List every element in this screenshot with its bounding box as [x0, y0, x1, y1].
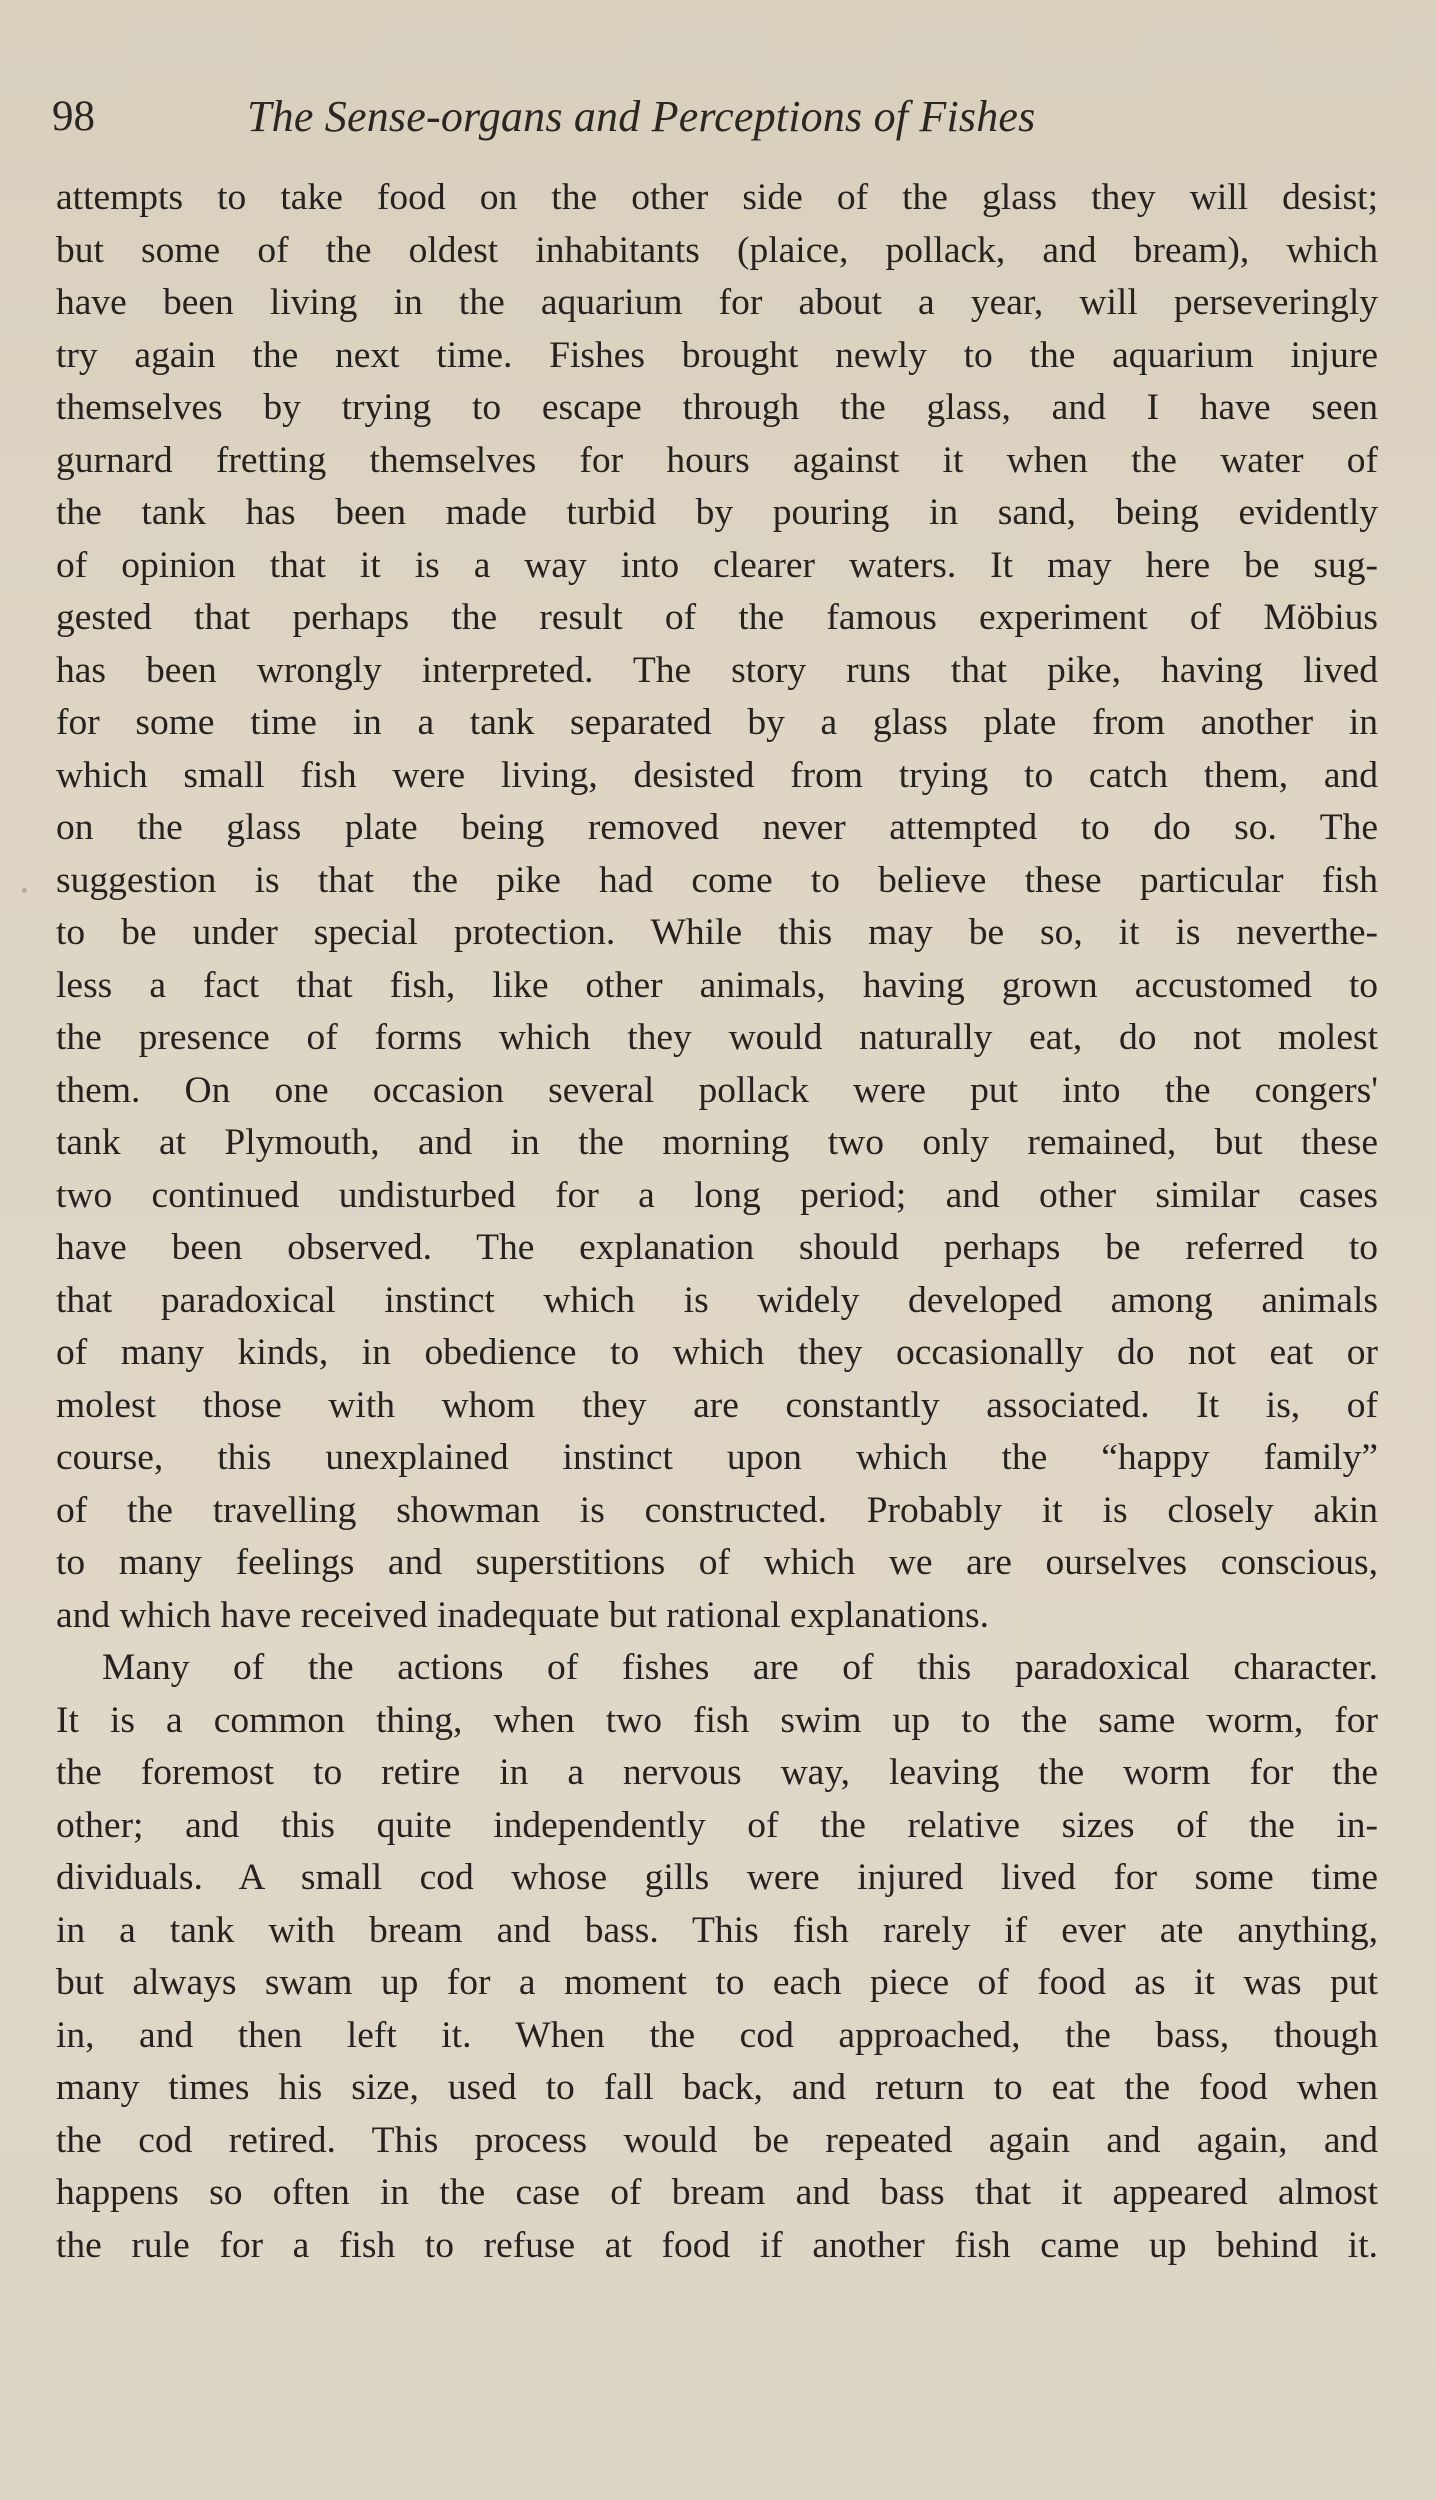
text-line: to be under special protection. While this may be so, it is neverthe-: [56, 912, 1378, 953]
text-line: in a tank with bream and bass. This fish rarely if ever ate anything,: [56, 1909, 1378, 1951]
text-line: the foremost to retire in a nervous way, leaving the worm for the: [56, 1752, 1378, 1793]
paragraph: [56, 1642, 1378, 2272]
paper-spot: [22, 888, 27, 893]
text-line: molest those with whom they are constantly associated. It is, of: [56, 1384, 1378, 1426]
page-number: 98: [52, 93, 95, 140]
text-line: that paradoxical instinct which is widely developed among animals: [56, 1279, 1378, 1321]
text-line: two continued undisturbed for a long period; and other similar cases: [56, 1174, 1378, 1216]
text-line: for some time in a tank separated by a glass plate from another in: [56, 702, 1378, 743]
text-line: but some of the oldest inhabitants (plaice, pollack, and bream), which: [56, 229, 1378, 271]
text-line: and which have received inadequate but rational explanations.: [56, 1594, 989, 1636]
text-line: many times his size, used to fall back, and return to eat the food when: [56, 2067, 1378, 2108]
text-line: of many kinds, in obedience to which they occasionally do not eat or: [56, 1332, 1378, 1373]
text-line: gested that perhaps the result of the famous experiment of Möbius: [56, 597, 1378, 638]
text-line: happens so often in the case of bream and bass that it appeared almost: [56, 2172, 1378, 2213]
text-line: on the glass plate being removed never attempted to do so. The: [56, 807, 1378, 848]
text-line: dividuals. A small cod whose gills were injured lived for some time: [56, 1857, 1378, 1898]
text-line: the cod retired. This process would be repeated again and again, and: [56, 2119, 1378, 2161]
running-title: The Sense-organs and Perceptions of Fishes: [247, 92, 1036, 141]
text-line: the rule for a fish to refuse at food if another fish came up behind it.: [56, 2224, 1378, 2266]
text-line: course, this unexplained instinct upon which the “happy family”: [56, 1437, 1378, 1478]
text-line: gurnard fretting themselves for hours against it when the water of: [56, 439, 1378, 481]
text-line: themselves by trying to escape through the glass, and I have seen: [56, 387, 1378, 428]
text-line: try again the next time. Fishes brought newly to the aquarium injure: [56, 334, 1378, 376]
paragraph: [56, 172, 1378, 1642]
text-line: the tank has been made turbid by pouring in sand, being evidently: [56, 492, 1378, 533]
page-header: [52, 82, 1192, 152]
text-line: the presence of forms which they would naturally eat, do not molest: [56, 1017, 1378, 1058]
text-line: suggestion is that the pike had come to believe these particular fish: [56, 859, 1378, 901]
text-line: them. On one occasion several pollack were put into the congers': [56, 1069, 1378, 1111]
text-line: other; and this quite independently of the relative sizes of the in-: [56, 1804, 1378, 1846]
text-line: It is a common thing, when two fish swim up to the same worm, for: [56, 1699, 1378, 1741]
text-line: of opinion that it is a way into clearer waters. It may here be sug-: [56, 544, 1378, 586]
text-line: attempts to take food on the other side of the glass they will desist;: [56, 177, 1378, 218]
text-line: Many of the actions of fishes are of this paradoxical character.: [102, 1647, 1378, 1688]
text-line: less a fact that fish, like other animals, having grown accustomed to: [56, 964, 1378, 1006]
text-line: in, and then left it. When the cod approached, the bass, though: [56, 2014, 1378, 2056]
text-line: has been wrongly interpreted. The story runs that pike, having lived: [56, 649, 1378, 691]
text-line: have been observed. The explanation should perhaps be referred to: [56, 1227, 1378, 1268]
text-line: but always swam up for a moment to each piece of food as it was put: [56, 1962, 1378, 2003]
text-line: have been living in the aquarium for about a year, will perseveringly: [56, 282, 1378, 323]
text-line: tank at Plymouth, and in the morning two only remained, but these: [56, 1122, 1378, 1163]
text-line: to many feelings and superstitions of which we are ourselves conscious,: [56, 1542, 1378, 1583]
text-line: of the travelling showman is constructed. Probably it is closely akin: [56, 1489, 1378, 1531]
text-line: which small fish were living, desisted from trying to catch them, and: [56, 754, 1378, 796]
page-body: [56, 172, 1378, 2272]
